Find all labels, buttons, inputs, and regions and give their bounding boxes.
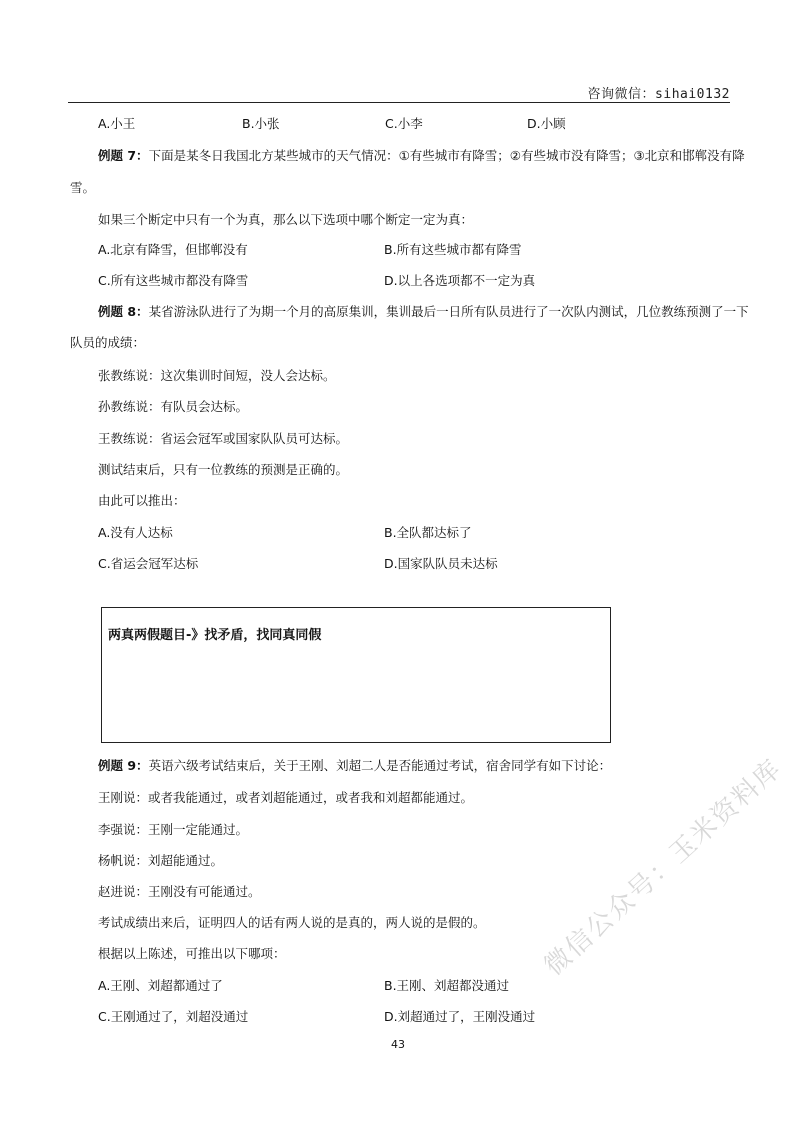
prev-option-b: B.小张 — [242, 116, 280, 131]
q9-result: 考试成绩出来后，证明四人的话有两人说的是真的，两人说的是假的。 — [98, 915, 486, 930]
page-number: 43 — [391, 1038, 405, 1051]
q7-option-c: C.所有这些城市都没有降雪 — [98, 273, 249, 288]
q7-label: 例题 7： — [98, 148, 149, 163]
q7-text-line1: 下面是某冬日我国北方某些城市的天气情况：①有些城市有降雪；②有些城市没有降雪；③北京和邯郸没有降 — [148, 148, 745, 163]
q7-option-b: B.所有这些城市都有降雪 — [384, 242, 522, 257]
q9-yangfan: 杨帆说：刘超能通过。 — [98, 853, 224, 868]
q8-label: 例题 8： — [98, 304, 149, 319]
prev-option-a: A.小王 — [98, 116, 136, 131]
q7-option-d: D.以上各选项都不一定为真 — [384, 273, 536, 288]
q8-infer: 由此可以推出： — [98, 493, 186, 508]
header-rule — [68, 102, 730, 103]
q7-line1 — [98, 146, 745, 164]
q8-wang: 王教练说：省运会冠军或国家队队员可达标。 — [98, 431, 349, 446]
q8-option-d: D.国家队队员未达标 — [384, 556, 498, 571]
q9-option-c: C.王刚通过了，刘超没通过 — [98, 1009, 249, 1024]
q8-zhang: 张教练说：这次集训时间短，没人会达标。 — [98, 368, 336, 383]
q9-option-b: B.王刚、刘超都没通过 — [384, 978, 510, 993]
q9-line1 — [98, 756, 611, 774]
q8-option-a: A.没有人达标 — [98, 525, 173, 540]
q8-sun: 孙教练说：有队员会达标。 — [98, 399, 249, 414]
q8-option-b: B.全队都达标了 — [384, 525, 472, 540]
q9-liqiang: 李强说：王刚一定能通过。 — [98, 822, 249, 837]
q7-option-a: A.北京有降雪，但邯郸没有 — [98, 242, 248, 257]
prev-option-c: C.小李 — [385, 116, 423, 131]
q8-text-line1: 某省游泳队进行了为期一个月的高原集训，集训最后一日所有队员进行了一次队内测试，几位教练预测了一下 — [148, 304, 749, 319]
prev-option-d: D.小顾 — [527, 116, 566, 131]
watermark: 微信公众号：玉米资料库 — [539, 753, 788, 982]
q8-text-line2: 队员的成绩： — [70, 335, 146, 350]
q8-line1 — [98, 302, 749, 320]
q9-text: 英语六级考试结束后，关于王刚、刘超二人是否能通过考试，宿舍同学有如下讨论： — [148, 758, 612, 773]
q7-text-line2: 雪。 — [70, 180, 96, 195]
q9-zhaojin: 赵进说：王刚没有可能通过。 — [98, 884, 261, 899]
q7-question: 如果三个断定中只有一个为真，那么以下选项中哪个断定一定为真： — [98, 212, 474, 227]
section-box-title: 两真两假题目-》找矛盾，找同真同假 — [108, 628, 322, 643]
q9-label: 例题 9： — [98, 758, 149, 773]
q9-infer: 根据以上陈述，可推出以下哪项： — [98, 946, 286, 961]
q8-result: 测试结束后，只有一位教练的预测是正确的。 — [98, 462, 349, 477]
q9-option-a: A.王刚、刘超都通过了 — [98, 978, 223, 993]
q8-option-c: C.省运会冠军达标 — [98, 556, 199, 571]
q9-option-d: D.刘超通过了，王刚没通过 — [384, 1009, 536, 1024]
header-contact: 咨询微信：sihai0132 — [587, 87, 730, 102]
q9-wanggang: 王刚说：或者我能通过，或者刘超能通过，或者我和刘超都能通过。 — [98, 790, 474, 805]
